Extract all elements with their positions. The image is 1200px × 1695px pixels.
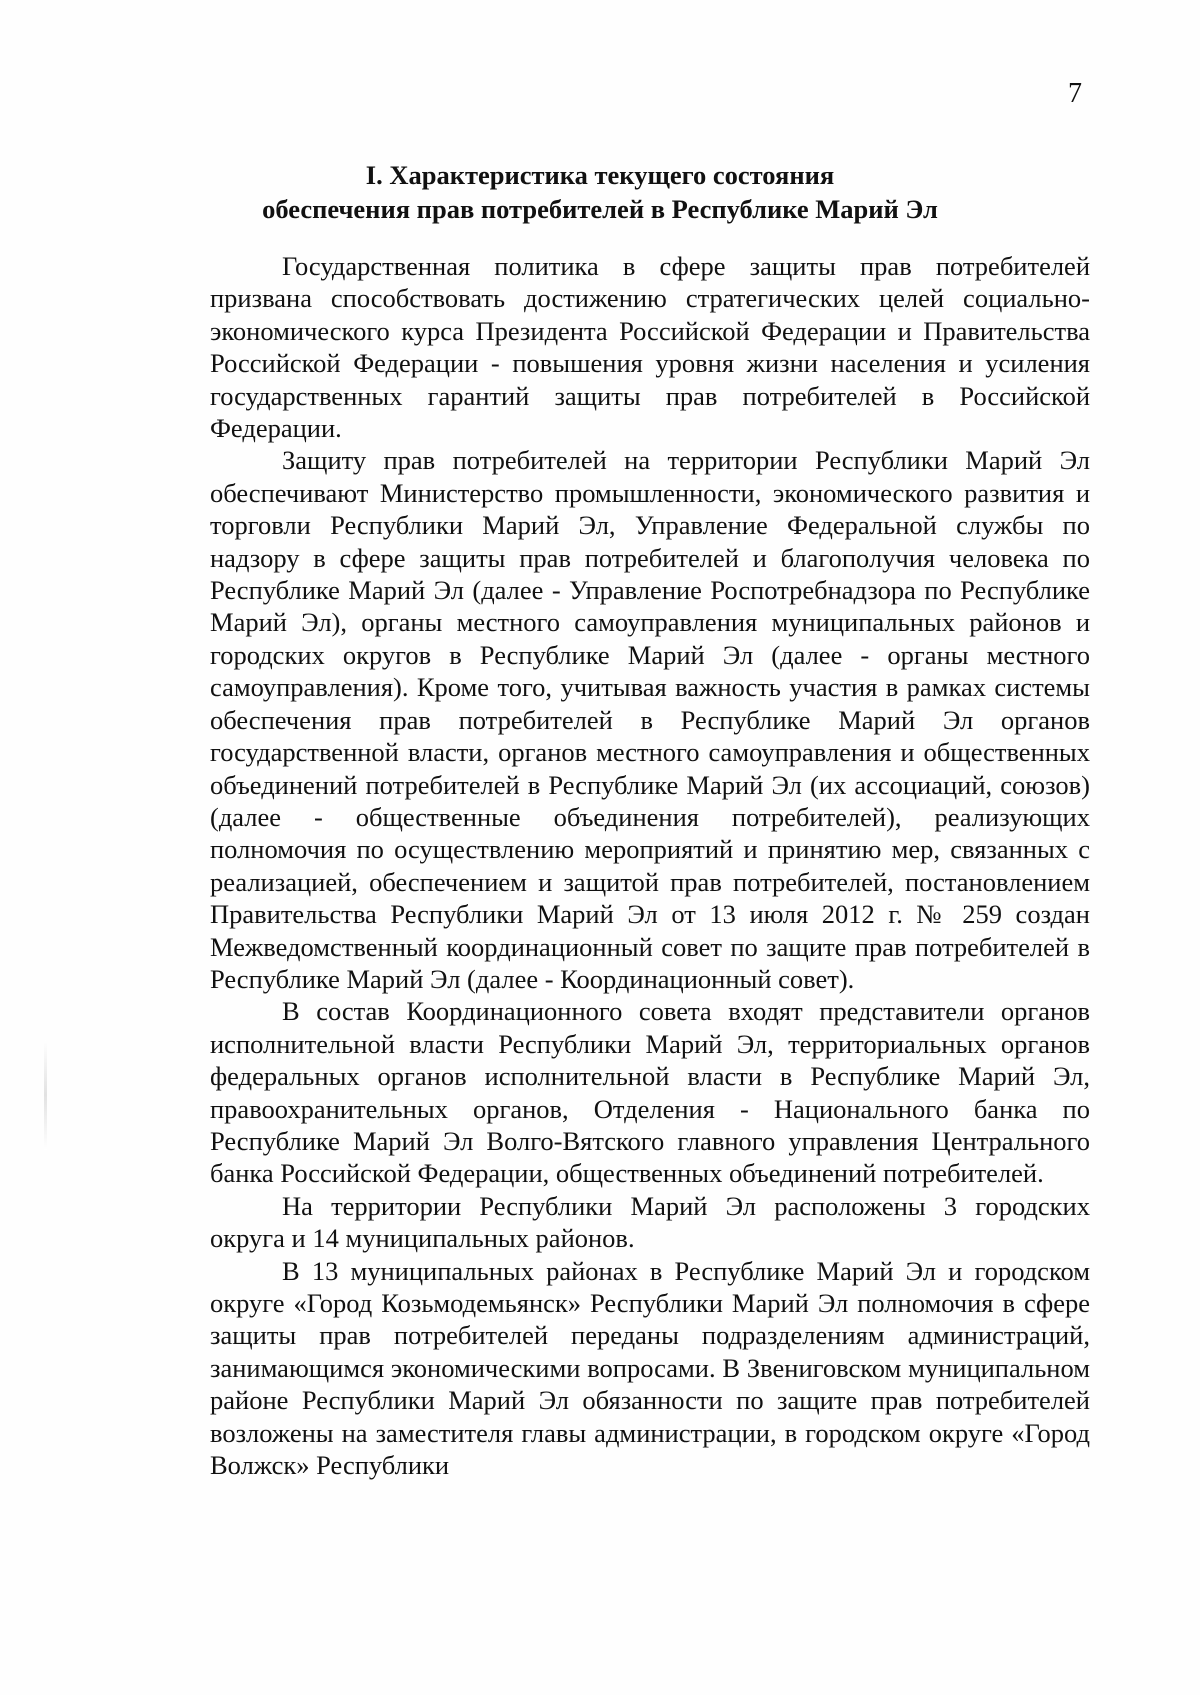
section-title-line-1: I. Характеристика текущего состояния (365, 160, 835, 190)
paragraph-3: В состав Координационного совета входят представители органов исполнительной власти Республики Марий Эл, территориальных органов федеральных органов исполнительной власти в Республике Марий Эл, правоохранительных органов, Отделения - Национального банка по Республике Марий Эл Волго-Вятского главного управления Центрального банка Российской Федерации, общественных объединений потребителей. (210, 996, 1090, 1189)
paragraph-5: В 13 муниципальных районах в Республике Марий Эл и городском округе «Город Козьмодемьянск» Республики Марий Эл полномочия в сфере защиты прав потребителей переданы подразделениям администраций, занимающимся экономическими вопросами. В Звениговском муниципальном районе Республики Марий Эл обязанности по защите прав потребителей возложены на заместителя главы администрации, в городском округе «Город Волжск» Республики (210, 1255, 1090, 1481)
paragraph-2: Защиту прав потребителей на территории Республики Марий Эл обеспечивают Министерство промышленности, экономического развития и торговли Республики Марий Эл, Управление Федеральной службы по надзору в сфере защиты прав потребителей и благополучия человека по Республике Марий Эл (далее - Управление Роспотребнадзора по Республике Марий Эл), органы местного самоуправления муниципальных районов и городских округов в Республике Марий Эл (далее - органы местного самоуправления). Кроме того, учитывая важность участия в рамках системы обеспечения прав потребителей в Республике Марий Эл органов государственной власти, органов местного самоуправления и общественных объединений потребителей в Республике Марий Эл (их ассоциаций, союзов) (далее - общественные объединения потребителей), реализующих полномочия по осуществлению мероприятий и принятию мер, связанных с реализацией, обеспечением и защитой прав потребителей, постановлением Правительства Республики Марий Эл от 13 июля 2012 г. № 259 создан Межведомственный координационный совет по защите прав потребителей в Республике Марий Эл (далее - Координационный совет). (210, 445, 1090, 994)
section-title (200, 158, 1000, 226)
scan-artifact (44, 1040, 47, 1150)
document-body (210, 250, 1090, 1481)
page-number: 7 (1068, 78, 1082, 109)
paragraph-4: На территории Республики Марий Эл расположены 3 городских округа и 14 муниципальных районов. (210, 1190, 1090, 1254)
section-title-line-2: обеспечения прав потребителей в Республике Марий Эл (262, 194, 938, 224)
paragraph-1: Государственная политика в сфере защиты прав потребителей призвана способствовать достижению стратегических целей социально-экономического курса Президента Российской Федерации и Правительства Российской Федерации - повышения уровня жизни населения и усиления государственных гарантий защиты прав потребителей в Российской Федерации. (210, 251, 1090, 444)
